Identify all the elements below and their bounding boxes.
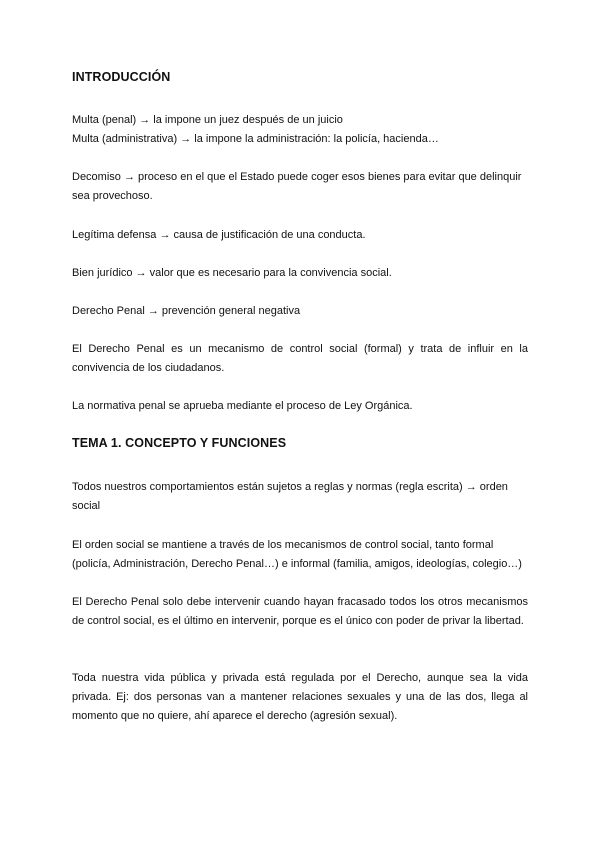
section-title-tema-1: TEMA 1. CONCEPTO Y FUNCIONES: [72, 436, 287, 450]
text-multa-penal: Multa (penal) → la impone un juez después de un juicio: [72, 114, 343, 126]
text-multa-administrativa: Multa (administrativa) → la impone la administración: la policía, hacienda…: [72, 133, 439, 145]
paragraph-multa: [72, 111, 528, 149]
paragraph-vida-regulada: Toda nuestra vida pública y privada está regulada por el Derecho, aunque sea la vida privada. Ej: dos personas van a mantener relaciones sexuales y una de las dos, llega al momento que no quiere, ahí aparece el derecho (agresión sexual).: [72, 672, 528, 722]
paragraph-comportamientos: Todos nuestros comportamientos están sujetos a reglas y normas (regla escrita) → orden social: [72, 481, 508, 512]
paragraph-mecanismo-control: El Derecho Penal es un mecanismo de control social (formal) y trata de influir en la convivencia de los ciudadanos.: [72, 343, 528, 374]
section-title-introduccion: INTRODUCCIÓN: [72, 70, 171, 84]
paragraph-intervencion-penal: El Derecho Penal solo debe intervenir cuando hayan fracasado todos los otros mecanismos de control social, es el último en intervenir, porque es el único con poder de privar la libertad.: [72, 596, 528, 627]
paragraph-derecho-penal: Derecho Penal → prevención general negativa: [72, 305, 301, 317]
paragraph-bien-juridico: Bien jurídico → valor que es necesario para la convivencia social.: [72, 267, 392, 279]
paragraph-orden-social: El orden social se mantiene a través de los mecanismos de control social, tanto formal (policía, Administración, Derecho Penal…) e informal (familia, amigos, ideologías, colegio…): [72, 539, 522, 570]
paragraph-legitima-defensa: Legítima defensa → causa de justificación de una conducta.: [72, 229, 366, 241]
paragraph-normativa-penal: La normativa penal se aprueba mediante el proceso de Ley Orgánica.: [72, 400, 413, 412]
paragraph-decomiso: Decomiso → proceso en el que el Estado puede coger esos bienes para evitar que delinquir sea provechoso.: [72, 171, 522, 202]
